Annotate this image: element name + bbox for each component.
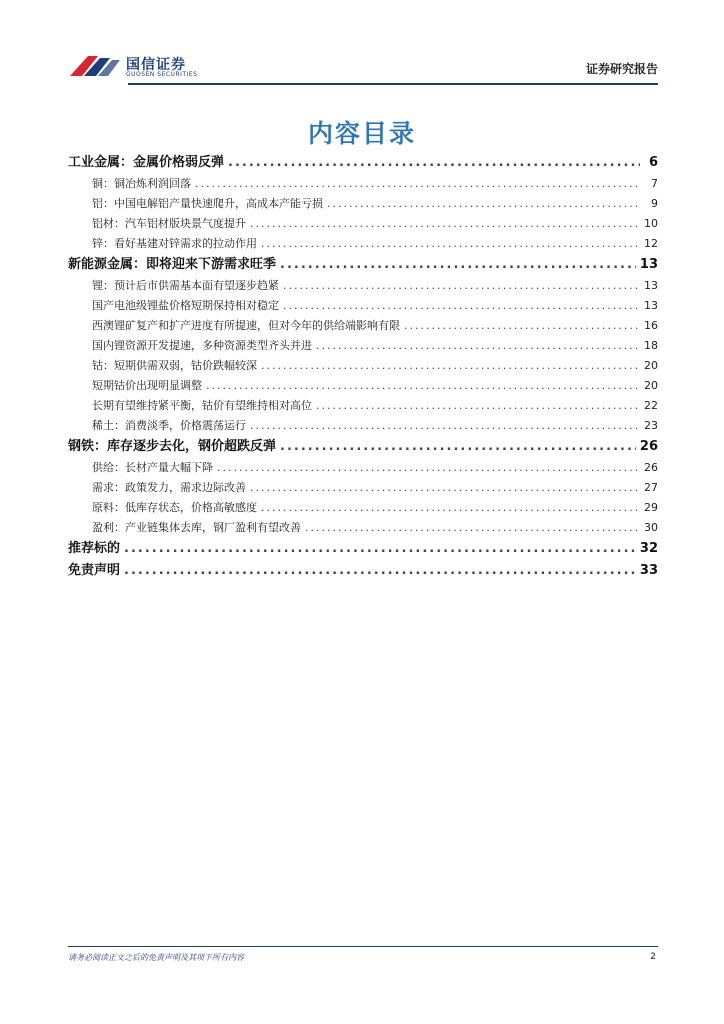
toc-leader-dots — [124, 560, 636, 582]
page-header — [68, 50, 658, 84]
toc-leader-dots — [206, 376, 640, 396]
toc-entry-page: 16 — [644, 319, 658, 332]
toc-entry-page: 12 — [644, 237, 658, 250]
toc-leader-dots — [250, 416, 640, 436]
toc-leader-dots — [250, 478, 640, 498]
toc-entry-title: 长期有望维持紧平衡，钴价有望维持相对高位 — [92, 399, 312, 412]
company-logo — [68, 50, 208, 82]
toc-entry-title: 钢铁：库存逐步去化，钢价超跌反弹 — [68, 439, 277, 454]
toc-entry-page: 13 — [639, 257, 658, 272]
toc-entry-title: 盈利：产业链集体去库，钢厂盈利有望改善 — [92, 521, 301, 534]
toc-entry-title: 钴：短期供需双弱，钴价跌幅较深 — [92, 359, 257, 372]
toc-subsection-entry[interactable] — [68, 498, 658, 518]
toc-leader-dots — [283, 276, 640, 296]
toc-entry-page: 6 — [648, 155, 658, 170]
toc-entry-title: 推荐标的 — [68, 541, 121, 556]
toc-entry-page: 20 — [644, 359, 658, 372]
toc-subsection-entry[interactable] — [68, 296, 658, 316]
toc-section-entry[interactable] — [68, 436, 658, 458]
toc-entry-title: 国内锂资源开发提速，多种资源类型齐头并进 — [92, 339, 312, 352]
toc-entry-title: 铝材：汽车铝材版块景气度提升 — [92, 217, 246, 230]
toc-subsection-entry[interactable] — [68, 234, 658, 254]
toc-section-entry[interactable] — [68, 254, 658, 276]
toc-subsection-entry[interactable] — [68, 518, 658, 538]
toc-leader-dots — [280, 254, 636, 276]
toc-entry-page: 26 — [639, 439, 658, 454]
toc-entry-page: 27 — [644, 481, 658, 494]
toc-subsection-entry[interactable] — [68, 376, 658, 396]
toc-entry-title: 新能源金属：即将迎来下游需求旺季 — [68, 257, 277, 272]
toc-leader-dots — [316, 396, 640, 416]
toc-entry-title: 供给：长材产量大幅下降 — [92, 461, 213, 474]
toc-subsection-entry[interactable] — [68, 336, 658, 356]
guosen-logo-icon — [68, 52, 122, 80]
logo-english-name: GUOSEN SECURITIES — [126, 71, 198, 78]
toc-section-entry[interactable] — [68, 538, 658, 560]
toc-entry-title: 免责声明 — [68, 563, 121, 578]
toc-entry-title: 国产电池级锂盐价格短期保持相对稳定 — [92, 299, 279, 312]
toc-subsection-entry[interactable] — [68, 214, 658, 234]
toc-subsection-entry[interactable] — [68, 458, 658, 478]
toc-subsection-entry[interactable] — [68, 416, 658, 436]
toc-leader-dots — [124, 538, 636, 560]
toc-leader-dots — [217, 458, 640, 478]
toc-entry-page: 23 — [644, 419, 658, 432]
toc-entry-title: 短期钴价出现明显调整 — [92, 379, 202, 392]
toc-entry-title: 锌：看好基建对锌需求的拉动作用 — [92, 237, 257, 250]
toc-leader-dots — [261, 234, 640, 254]
toc-entry-title: 铝：中国电解铝产量快速爬升，高成本产能亏损 — [92, 197, 323, 210]
toc-entry-page: 13 — [644, 279, 658, 292]
toc-entry-title: 锂：预计后市供需基本面有望逐步趋紧 — [92, 279, 279, 292]
toc-entry-title: 稀土：消费淡季，价格震荡运行 — [92, 419, 246, 432]
page-number: 2 — [650, 952, 656, 962]
toc-subsection-entry[interactable] — [68, 396, 658, 416]
toc-entry-page: 18 — [644, 339, 658, 352]
footer-disclaimer: 请务必阅读正文之后的免责声明及其项下所有内容 — [68, 953, 244, 962]
toc-entry-page: 20 — [644, 379, 658, 392]
toc-subsection-entry[interactable] — [68, 478, 658, 498]
toc-leader-dots — [228, 152, 640, 174]
toc-entry-page: 30 — [644, 521, 658, 534]
toc-subsection-entry[interactable] — [68, 174, 658, 194]
toc-subsection-entry[interactable] — [68, 276, 658, 296]
toc-entry-title: 原料：低库存状态，价格高敏感度 — [92, 501, 257, 514]
toc-entry-title: 工业金属：金属价格弱反弹 — [68, 155, 225, 170]
toc-entry-page: 9 — [651, 197, 658, 210]
header-divider — [128, 83, 658, 85]
toc-entry-page: 7 — [651, 177, 658, 190]
toc-entry-page: 22 — [644, 399, 658, 412]
toc-entry-title: 西澳锂矿复产和扩产进度有所提速，但对今年的供给端影响有限 — [92, 319, 400, 332]
toc-entry-page: 29 — [644, 501, 658, 514]
toc-entry-page: 26 — [644, 461, 658, 474]
toc-section-entry[interactable] — [68, 152, 658, 174]
table-of-contents — [68, 152, 658, 582]
toc-subsection-entry[interactable] — [68, 194, 658, 214]
toc-entry-page: 32 — [639, 541, 658, 556]
toc-leader-dots — [261, 498, 640, 518]
footer-divider — [68, 946, 658, 947]
toc-entry-page: 33 — [639, 563, 658, 578]
toc-leader-dots — [327, 194, 640, 214]
toc-leader-dots — [316, 336, 640, 356]
toc-entry-title: 需求：政策发力，需求边际改善 — [92, 481, 246, 494]
toc-entry-title: 铜：铜冶炼利润回落 — [92, 177, 191, 190]
toc-leader-dots — [283, 296, 640, 316]
toc-section-entry[interactable] — [68, 560, 658, 582]
toc-subsection-entry[interactable] — [68, 356, 658, 376]
toc-leader-dots — [195, 174, 640, 194]
logo-chinese-name: 国信证券 — [126, 57, 186, 73]
toc-leader-dots — [261, 356, 640, 376]
toc-leader-dots — [404, 316, 640, 336]
toc-leader-dots — [280, 436, 636, 458]
page-title: 内容目录 — [307, 119, 416, 148]
toc-entry-page: 13 — [644, 299, 658, 312]
toc-subsection-entry[interactable] — [68, 316, 658, 336]
report-type-label: 证券研究报告 — [585, 62, 658, 76]
toc-entry-page: 10 — [644, 217, 658, 230]
toc-leader-dots — [305, 518, 640, 538]
toc-leader-dots — [250, 214, 640, 234]
